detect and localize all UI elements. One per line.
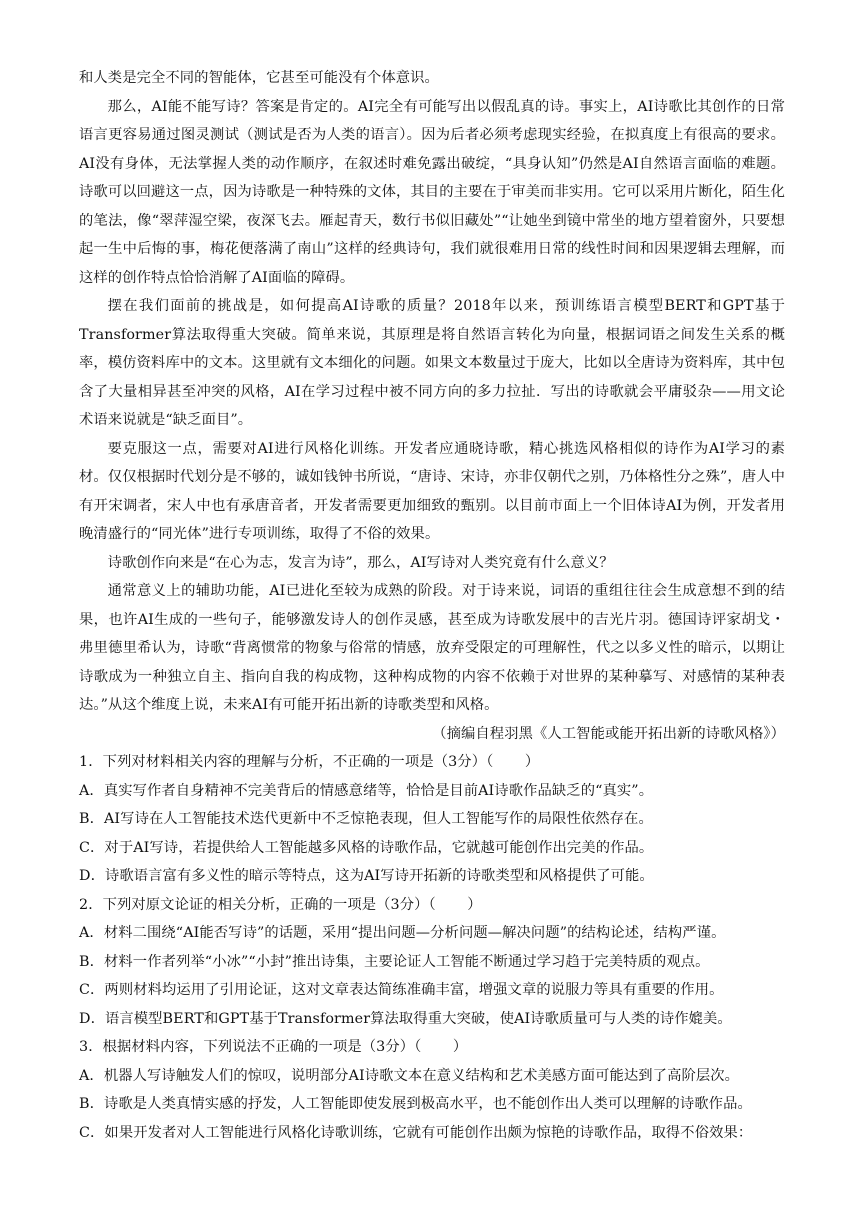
passage-source: （摘编自程羽黑《人工智能或能开拓出新的诗歌风格》）	[432, 725, 785, 742]
option-c: C．两则材料均运用了引用论证，这对文章表达简练准确丰富，增强文章的说服力等具有重要的作用。	[79, 982, 724, 998]
question-3	[79, 1033, 785, 1147]
option-b: B．AI写诗在人工智能技术迭代更新中不乏惊艳表现，但人工智能写作的局限性依然存在。	[79, 811, 653, 827]
option-d: D．诗歌语言富有多义性的暗示等特点，这为AI写诗开拓新的诗歌类型和风格提供了可能。	[79, 868, 654, 884]
question-stem-text: 3．根据材料内容，下列说法不正确的一项是（3分）（	[79, 1039, 422, 1055]
option-c: C．如果开发者对人工智能进行风格化诗歌训练，它就有可能创作出颇为惊艳的诗歌作品，取得不俗效果：	[79, 1124, 753, 1141]
passage-paragraph: 那么，AI能不能写诗？答案是肯定的。AI完全有可能写出以假乱真的诗。事实上，AI诗歌比其创作的日常语言更容易通过图灵测试（测试是否为人类的语言）。因为后者必须考虑现实经验，在拟真度上有很高的要求。AI没有身体，无法掌握人类的动作顺序，在叙述时难免露出破绽，“具身认知”仍然是AI自然语言面临的难题。诗歌可以回避这一点，因为诗歌是一种特殊的文体，其目的主要在于审美而非实用。它可以采用片断化，陌生化的笔法，像“翠萍湿空梁，夜深飞去。雁起青天，数行书似旧藏处”“让她坐到镜中常坐的地方望着窗外，只要想起一生中后悔的事，梅花便落满了南山”这样的经典诗句，我们就很难用日常的线性时间和因果逻辑去理解，而这样的创作特点恰恰消解了AI面临的障碍。	[79, 98, 785, 286]
question-stem-close: ）	[467, 896, 482, 913]
option-a: A．真实写作者自身精神不完美背后的情感意绪等，恰恰是目前AI诗歌作品缺乏的“真实”。	[79, 782, 654, 799]
passage-paragraph: 诗歌创作向来是“在心为志，发言为诗”，那么，AI写诗对人类究竟有什么意义？	[107, 554, 614, 571]
option-a: A．机器人写诗触发人们的惊叹，说明部分AI诗歌文本在意义结构和艺术美感方面可能达到了高阶层次。	[79, 1067, 740, 1084]
question-stem	[79, 891, 785, 920]
option-b: B．材料一作者列举“小冰”“小封”推出诗集，主要论证人工智能不断通过学习趋于完美特质的观点。	[79, 953, 710, 970]
question-stem-close: ）	[452, 1039, 468, 1055]
passage-paragraph: 要克服这一点，需要对AI进行风格化训练。开发者应通晓诗歌，精心挑选风格相似的诗作为AI学习的素材。仅仅根据时代划分是不够的，诚如钱钟书所说，“唐诗、宋诗，亦非仅朝代之别，乃体格性分之殊”，唐人中有开宋调者，宋人中也有承唐音者，开发者需要更加细致的甄别。以目前市面上一个旧体诗AI为例，开发者用晚清盛行的“同光体”进行专项训练，取得了不俗的效果。	[79, 440, 785, 542]
question-stem-text: 1．下列对材料相关内容的理解与分析，不正确的一项是（3分）（	[79, 754, 494, 770]
question-stem-close: ）	[524, 754, 540, 770]
option-d: D．语言模型BERT和GPT基于Transformer算法取得重大突破，使AI诗歌质量可与人类的诗作媲美。	[79, 1010, 732, 1027]
option-b: B．诗歌是人类真情实感的抒发，人工智能即使发展到极高水平，也不能创作出人类可以理解的诗歌作品。	[79, 1096, 752, 1112]
question-stem-text: 2．下列对原文论证的相关分析，正确的一项是（3分）（	[79, 896, 436, 913]
option-c: C．对于AI写诗，若提供给人工智能越多风格的诗歌作品，它就越可能创作出完美的作品。	[79, 839, 654, 856]
question-2	[79, 891, 785, 1034]
question-1	[79, 748, 785, 891]
document-page	[79, 64, 785, 1147]
question-stem	[79, 1033, 785, 1062]
passage-paragraph: 通常意义上的辅助功能，AI已进化至较为成熟的阶段。对于诗来说，词语的重组往往会生成意想不到的结果，也许AI生成的一些句子，能够激发诗人的创作灵感，甚至成为诗歌发展中的吉光片羽。德国诗评家胡戈・弗里德里希认为，诗歌“背离惯常的物象与俗常的情感，放弃受限定的可理解性，代之以多义性的暗示，以期让诗歌成为一种独立自主、指向自我的构成物，这种构成物的内容不依赖于对世界的某种摹写、对感情的某种表达。”从这个维度上说，未来AI有可能开拓出新的诗歌类型和风格。	[79, 583, 785, 713]
option-a: A．材料二围绕“AI能否写诗”的话题，采用“提出问题—分析问题—解决问题”的结构论述，结构严谨。	[79, 925, 726, 941]
passage-paragraph-continuation: 和人类是完全不同的智能体，它甚至可能没有个体意识。	[79, 70, 439, 86]
passage-paragraph: 摆在我们面前的挑战是，如何提高AI诗歌的质量？2018年以来，预训练语言模型BERT和GPT基于Transformer算法取得重大突破。简单来说，其原理是将自然语言转化为向量，根据词语之间发生关系的概率，模仿资料库中的文本。这里就有文本细化的问题。如果文本数量过于庞大，比如以全唐诗为资料库，其中包含了大量相异甚至冲突的风格，AI在学习过程中被不同方向的多力拉扯．写出的诗歌就会平庸驳杂——用文论术语来说就是“缺乏面目”。	[79, 298, 785, 428]
question-stem	[79, 748, 785, 777]
